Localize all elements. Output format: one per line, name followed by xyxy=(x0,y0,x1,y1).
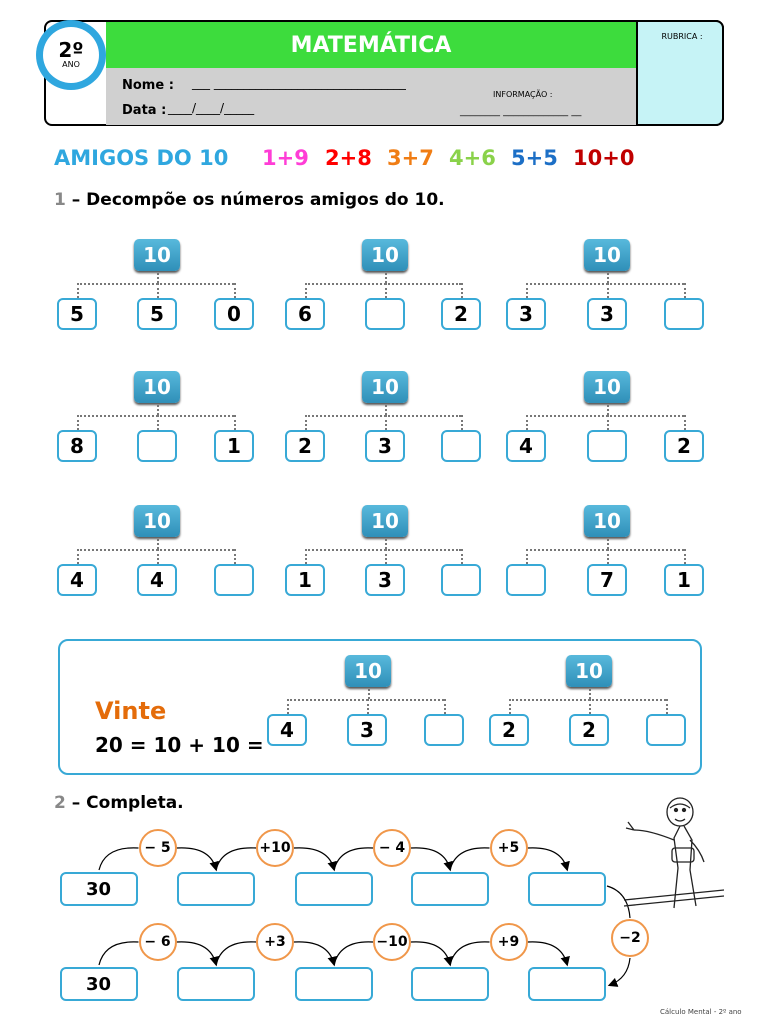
footer-text: Cálculo Mental - 2º ano xyxy=(660,1008,742,1016)
tree-root: 10 xyxy=(362,505,408,537)
tree-leaf-box[interactable]: 7 xyxy=(587,564,627,596)
operation-arrow xyxy=(294,848,334,869)
tree-root: 10 xyxy=(134,371,180,403)
tree-leaf-box[interactable]: 3 xyxy=(347,714,387,746)
tree-root: 10 xyxy=(584,505,630,537)
operation-circle: − 4 xyxy=(373,829,411,867)
data-label: Data : xyxy=(122,103,167,118)
vinte-equation: 20 = 10 + 10 = xyxy=(95,733,264,757)
tree-root: 10 xyxy=(134,505,180,537)
tree-root: 10 xyxy=(134,239,180,271)
task1-number: 1 xyxy=(54,190,66,210)
data-field[interactable]: ____/____/_____ xyxy=(168,101,255,115)
amigos-pair: 3+7 xyxy=(387,146,434,170)
tree-leaf-box[interactable]: 2 xyxy=(489,714,529,746)
tree-leaf-box[interactable]: 5 xyxy=(137,298,177,330)
operation-arrow xyxy=(528,848,568,869)
answer-box[interactable] xyxy=(295,872,373,906)
subject-title: MATEMÁTICA xyxy=(290,32,452,58)
informacao-field[interactable]: ________ _____________ __ xyxy=(460,106,582,117)
tree-leaf-box[interactable]: 4 xyxy=(506,430,546,462)
start-number-box: 30 xyxy=(60,967,138,1001)
operation-arrow xyxy=(610,958,630,985)
task1-text: – Decompõe os números amigos do 10. xyxy=(65,190,445,210)
operation-arrow xyxy=(450,942,490,965)
operation-arrow xyxy=(177,848,217,869)
answer-box[interactable] xyxy=(177,872,255,906)
tree-root: 10 xyxy=(566,655,612,687)
tree-leaf-box[interactable]: 0 xyxy=(214,298,254,330)
nome-label: Nome : xyxy=(122,78,174,93)
tree-root: 10 xyxy=(345,655,391,687)
tree-leaf-box[interactable]: 2 xyxy=(285,430,325,462)
nome-field[interactable]: ___ ________________________________ xyxy=(192,76,406,90)
tree-leaf-box[interactable]: 8 xyxy=(57,430,97,462)
operation-arrow xyxy=(528,942,568,964)
vinte-title: Vinte xyxy=(95,697,167,725)
answer-box[interactable] xyxy=(411,967,489,1001)
operation-circle: +5 xyxy=(490,829,528,867)
answer-box[interactable] xyxy=(528,872,606,906)
operation-circle: +9 xyxy=(490,923,528,961)
grade-sub: ANO xyxy=(62,60,80,69)
tree-leaf-box[interactable]: 2 xyxy=(664,430,704,462)
operation-arrow xyxy=(99,848,139,870)
start-number-box: 30 xyxy=(60,872,138,906)
tree-leaf-box[interactable]: 3 xyxy=(506,298,546,330)
informacao-label: INFORMAÇÃO : xyxy=(493,90,553,99)
operation-arrow xyxy=(177,942,217,964)
tree-root: 10 xyxy=(362,371,408,403)
tree-root: 10 xyxy=(584,371,630,403)
operation-circle: −10 xyxy=(373,923,411,961)
amigos-title: AMIGOS DO 10 xyxy=(54,146,229,170)
task2-text: – Completa. xyxy=(65,793,184,813)
operation-arrow xyxy=(334,942,373,965)
amigos-pair: 10+0 xyxy=(573,146,635,170)
grade-number: 2º xyxy=(58,38,84,62)
tree-leaf-box[interactable]: 1 xyxy=(664,564,704,596)
tree-leaf-box[interactable]: 4 xyxy=(267,714,307,746)
tree-leaf-box[interactable]: 4 xyxy=(57,564,97,596)
operation-arrow xyxy=(450,848,490,870)
operation-arrow xyxy=(334,848,373,870)
answer-box[interactable] xyxy=(295,967,373,1001)
operation-circle: − 5 xyxy=(139,829,177,867)
tree-root: 10 xyxy=(584,239,630,271)
operation-arrow xyxy=(607,886,630,918)
amigos-pair: 5+5 xyxy=(511,146,558,170)
amigos-pair: 1+9 xyxy=(262,146,309,170)
answer-box[interactable] xyxy=(528,967,606,1001)
amigos-pair: 2+8 xyxy=(325,146,372,170)
operation-circle: +3 xyxy=(256,923,294,961)
tree-leaf-box[interactable]: 2 xyxy=(441,298,481,330)
operation-arrow xyxy=(411,942,450,964)
tree-leaf-box[interactable]: 3 xyxy=(365,564,405,596)
tree-leaf-box[interactable]: 1 xyxy=(214,430,254,462)
operation-arrow xyxy=(216,848,256,870)
operation-circle: +10 xyxy=(256,829,294,867)
operation-arrow xyxy=(216,942,256,965)
tree-leaf-box[interactable]: 4 xyxy=(137,564,177,596)
answer-box[interactable] xyxy=(177,967,255,1001)
rubrica-label: RUBRICA : xyxy=(661,32,703,41)
tree-leaf-box[interactable]: 3 xyxy=(587,298,627,330)
tree-root: 10 xyxy=(362,239,408,271)
amigos-pair: 4+6 xyxy=(449,146,496,170)
tree-leaf-box[interactable]: 1 xyxy=(285,564,325,596)
cartoon-figure xyxy=(624,798,724,908)
tree-leaf-box[interactable]: 5 xyxy=(57,298,97,330)
operation-arrow xyxy=(294,942,334,964)
operation-arrow xyxy=(411,848,450,869)
answer-box[interactable] xyxy=(411,872,489,906)
tree-leaf-box[interactable]: 2 xyxy=(569,714,609,746)
task2-number: 2 xyxy=(54,793,66,813)
tree-leaf-box[interactable]: 3 xyxy=(365,430,405,462)
operation-circle: − 6 xyxy=(139,923,177,961)
operation-circle: −2 xyxy=(611,919,649,957)
tree-leaf-box[interactable]: 6 xyxy=(285,298,325,330)
operation-arrow xyxy=(99,942,139,965)
